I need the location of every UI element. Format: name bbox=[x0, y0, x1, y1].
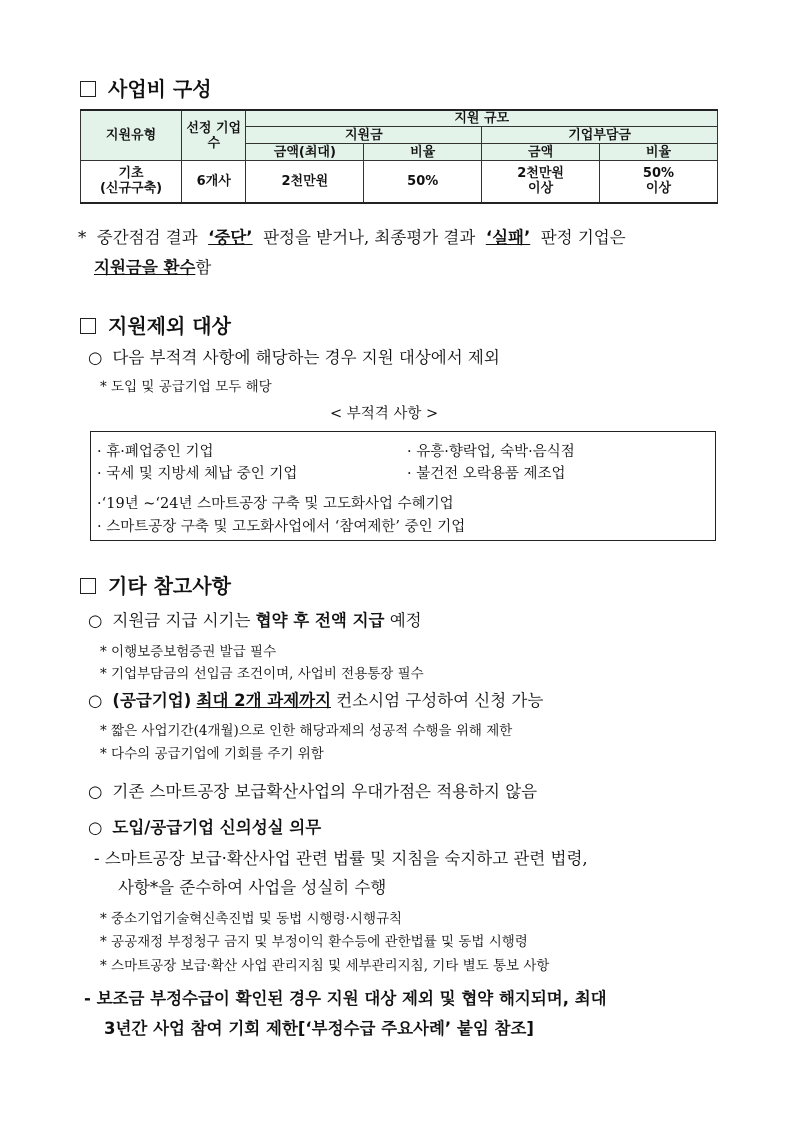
final-warning: - 보조금 부정수급이 확인된 경우 지원 대상 제외 및 협약 해지되며, 최대 bbox=[84, 989, 607, 1008]
th-support: 지원금 bbox=[246, 127, 482, 144]
th-scale: 지원 규모 bbox=[246, 110, 718, 127]
th-ratio-2: 비율 bbox=[599, 144, 717, 161]
dash-item: - 스마트공장 보급·확산사업 관련 법률 및 지침을 숙지하고 관련 법령, bbox=[94, 849, 588, 868]
th-count: 선정 기업수 bbox=[182, 110, 246, 161]
list-item: · 스마트공장 구축 및 고도화사업에서 ‘참여제한’ 중인 기업 bbox=[97, 519, 466, 535]
th-burden: 기업부담금 bbox=[482, 127, 718, 144]
note: * 이행보증보험증권 발급 필수 bbox=[100, 644, 277, 660]
circle-bullet-icon: ○ bbox=[88, 348, 103, 367]
list-item: · 국세 및 지방세 체납 중인 기업 bbox=[97, 466, 298, 482]
note: * 기업부담금의 선입금 조건이며, 사업비 전용통장 필수 bbox=[100, 666, 424, 682]
note: * 짧은 사업기간(4개월)으로 인한 해당과제의 성공적 수행을 위해 제한 bbox=[100, 723, 513, 739]
th-type: 지원유형 bbox=[81, 110, 182, 161]
circle-bullet-icon: ○ bbox=[88, 782, 103, 801]
bullet-consortium: ○ (공급기업) 최대 2개 과제까지 컨소시엄 구성하여 신청 가능 bbox=[88, 691, 544, 710]
td-burden-amount: 2천만원 이상 bbox=[482, 161, 600, 203]
bullet-bonus: ○ 기존 스마트공장 보급확산사업의 우대가점은 적용하지 않음 bbox=[88, 782, 538, 801]
td-type: 기초 (신규구축) bbox=[81, 161, 182, 203]
circle-bullet-icon: ○ bbox=[88, 691, 103, 710]
note: * 중소기업기술혁신촉진법 및 동법 시행령·시행규칙 bbox=[100, 911, 403, 927]
th-amount: 금액 bbox=[482, 144, 600, 161]
section-title-other: 기타 참고사항 bbox=[80, 570, 231, 599]
footnote-refund: * 중간점검 결과 ‘중단’ 판정을 받거나, 최종평가 결과 ‘실패’ 판정 기업은 bbox=[78, 228, 626, 247]
exclusion-note: * 도입 및 공급기업 모두 해당 bbox=[100, 379, 272, 395]
circle-bullet-icon: ○ bbox=[88, 611, 103, 630]
note: * 다수의 공급기업에 기회를 주기 위함 bbox=[100, 746, 324, 762]
list-item: · 불건전 오락용품 제조업 bbox=[407, 466, 566, 482]
ineligible-box-title: < 부적격 사항 > bbox=[330, 406, 439, 422]
section-title-exclusion: 지원제외 대상 bbox=[80, 310, 231, 339]
footnote-refund-cont: 지원금을 환수함 bbox=[94, 258, 212, 277]
td-burden-ratio: 50% 이상 bbox=[599, 161, 717, 203]
checkbox-square-icon bbox=[80, 578, 96, 594]
final-warning-cont: 3년간 사업 참여 기회 제한[‘부정수급 주요사례’ 붙임 참조] bbox=[104, 1019, 534, 1038]
checkbox-square-icon bbox=[80, 318, 96, 334]
bullet-good-faith: ○ 도입/공급기업 신의성실 의무 bbox=[88, 818, 322, 837]
td-count: 6개사 bbox=[182, 161, 246, 203]
bullet-payment: ○ 지원금 지급 시기는 협약 후 전액 지급 예정 bbox=[88, 611, 422, 630]
section-title-budget: 사업비 구성 bbox=[80, 73, 212, 102]
ineligible-list-box bbox=[90, 431, 716, 541]
note: * 공공재정 부정청구 금지 및 부정이익 환수등에 관한법률 및 동법 시행령 bbox=[100, 934, 528, 950]
list-item: · 휴·폐업중인 기업 bbox=[97, 444, 214, 460]
list-item: ·‘19년 ~‘24년 스마트공장 구축 및 고도화사업 수혜기업 bbox=[97, 496, 454, 512]
budget-table bbox=[80, 109, 718, 204]
list-item: · 유흥·향락업, 숙박·음식점 bbox=[407, 444, 575, 460]
dash-item-cont: 사항*을 준수하여 사업을 성실히 수행 bbox=[118, 878, 387, 897]
exclusion-bullet: ○ 다음 부적격 사항에 해당하는 경우 지원 대상에서 제외 bbox=[88, 348, 500, 367]
th-ratio-1: 비율 bbox=[364, 144, 482, 161]
checkbox-square-icon bbox=[80, 81, 96, 97]
note: * 스마트공장 보급·확산 사업 관리지침 및 세부관리지침, 기타 별도 통보 사항 bbox=[100, 958, 550, 974]
td-support-ratio: 50% bbox=[364, 161, 482, 203]
th-amount-max: 금액(최대) bbox=[246, 144, 364, 161]
circle-bullet-icon: ○ bbox=[88, 818, 103, 837]
td-support-amount: 2천만원 bbox=[246, 161, 364, 203]
